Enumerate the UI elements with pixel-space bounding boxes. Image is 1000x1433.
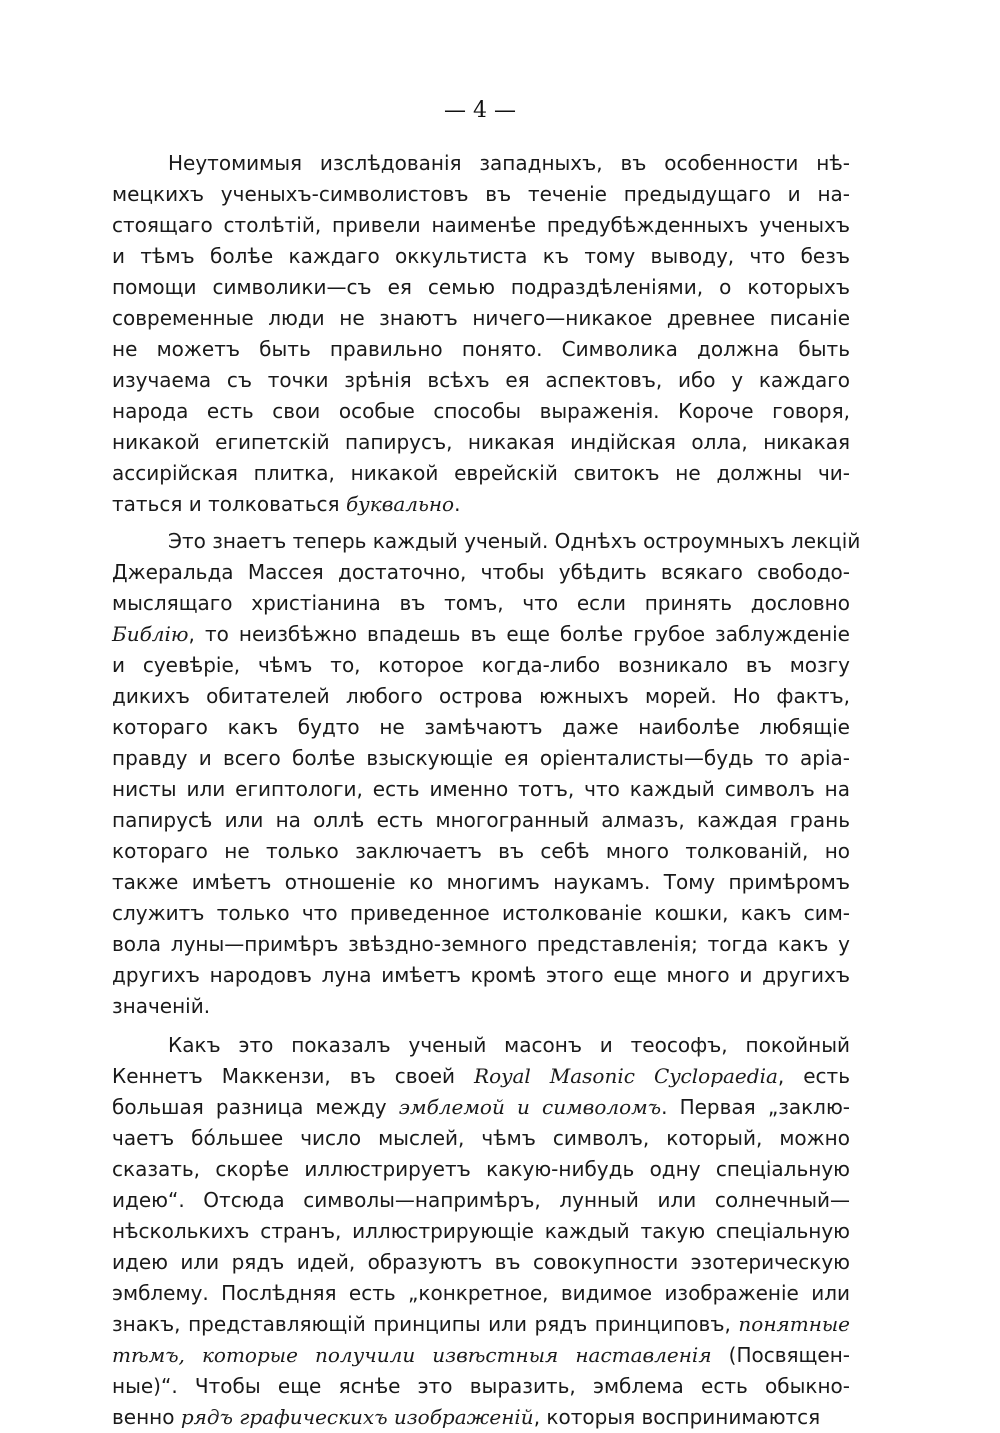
text-run: значеній. xyxy=(112,994,211,1018)
text-run: народа есть свои особые способы выраженія. Короче говоря, xyxy=(112,399,850,423)
text-run: правду и всего болѣе взыскующіе ея оріенталисты—будь то аріа- xyxy=(112,746,850,770)
text-line xyxy=(112,334,850,365)
text-line xyxy=(112,774,850,805)
text-run: идею или рядъ идей, образуютъ въ совокупности эзотерическую xyxy=(112,1250,850,1274)
text-line xyxy=(112,1371,850,1402)
text-run: знакъ, представляющій принципы или рядъ принциповъ, xyxy=(112,1312,739,1336)
text-run: большая разница между xyxy=(112,1095,399,1119)
italic-text: буквально xyxy=(345,492,455,516)
text-line xyxy=(112,991,850,1022)
text-line xyxy=(112,179,850,210)
text-run: ные)“. Чтобы еще яснѣе это выразить, эмблема есть обыкно- xyxy=(112,1374,850,1398)
text-run: изучаема съ точки зрѣнія всѣхъ ея аспектовъ, ибо у каждаго xyxy=(112,368,850,392)
text-line xyxy=(112,1216,850,1247)
text-line xyxy=(112,241,850,272)
text-run: не можетъ быть правильно понято. Символика должна быть xyxy=(112,337,850,361)
text-line xyxy=(112,681,850,712)
text-line xyxy=(112,1185,850,1216)
paragraph-2 xyxy=(112,526,861,1022)
text-line xyxy=(112,526,861,557)
text-run: . Первая „заклю- xyxy=(661,1095,850,1119)
text-line xyxy=(112,588,850,619)
text-run: нисты или египтологи, есть именно тотъ, что каждый символъ на xyxy=(112,777,850,801)
text-run: никакой египетскій папирусъ, никакая индійская олла, никакая xyxy=(112,430,850,454)
text-line xyxy=(112,210,850,241)
text-run: дикихъ обитателей любого острова южныхъ морей. Но фактъ, xyxy=(112,684,850,708)
text-line xyxy=(112,867,850,898)
italic-text: понятные xyxy=(738,1312,850,1336)
text-line xyxy=(112,712,850,743)
text-run: котораго не только заключаетъ въ себѣ много толкованій, но xyxy=(112,839,850,863)
text-line xyxy=(112,929,850,960)
italic-text: Royal Masonic Cyclopaedia xyxy=(474,1064,778,1088)
text-run: (Посвящен- xyxy=(711,1343,850,1367)
text-run: служитъ только что приведенное истолкованіе кошки, какъ сим- xyxy=(112,901,850,925)
text-line xyxy=(112,898,850,929)
paragraph-3 xyxy=(112,1030,850,1433)
text-line xyxy=(112,303,850,334)
text-line xyxy=(112,365,850,396)
text-run: венно xyxy=(112,1405,181,1429)
text-line xyxy=(112,1030,850,1061)
text-run: Кеннетъ Маккензи, въ своей xyxy=(112,1064,475,1088)
text-line xyxy=(112,1092,850,1123)
text-run: стоящаго столѣтій, привели наименѣе предубѣжденныхъ ученыхъ xyxy=(112,213,850,237)
text-run: Какъ это показалъ ученый масонъ и теософъ, покойный xyxy=(168,1033,850,1057)
text-line xyxy=(112,272,850,303)
text-line xyxy=(112,1061,850,1092)
text-run: . xyxy=(454,492,461,516)
text-line xyxy=(112,1309,850,1340)
text-run: , то неизбѣжно впадешь въ еще болѣе грубое заблужденіе xyxy=(188,622,850,646)
text-run: нѣсколькихъ странъ, иллюстрирующіе каждый такую спеціальную xyxy=(112,1219,850,1243)
italic-text: эмблемой и символомъ xyxy=(398,1095,662,1119)
italic-text: Библію xyxy=(112,622,189,646)
body-text xyxy=(112,148,861,1433)
text-line xyxy=(112,1278,850,1309)
text-run: сказать, скорѣе иллюстрируетъ какую-нибудь одну спеціальную xyxy=(112,1157,850,1181)
text-line xyxy=(112,427,850,458)
text-run: папирусѣ или на оллѣ есть многогранный алмазъ, каждая грань xyxy=(112,808,850,832)
text-run: ассирійская плитка, никакой еврейскій свитокъ не должны чи- xyxy=(112,461,850,485)
text-line xyxy=(112,836,850,867)
italic-text: тѣмъ, которые получили извѣстныя наставленія xyxy=(112,1343,712,1367)
text-run: котораго какъ будто не замѣчаютъ даже наиболѣе любящіе xyxy=(112,715,850,739)
text-run: вола луны—примѣръ звѣздно-земного представленія; тогда какъ у xyxy=(112,932,850,956)
text-run: также имѣетъ отношеніе ко многимъ наукамъ. Тому примѣромъ xyxy=(112,870,850,894)
page-number: — 4 — xyxy=(444,98,516,123)
text-run: Джеральда Массея достаточно, чтобы убѣдить всякаго свободо- xyxy=(112,560,850,584)
text-line xyxy=(112,148,850,179)
text-line xyxy=(112,1154,850,1185)
text-line xyxy=(112,1247,850,1278)
text-line xyxy=(112,489,850,520)
text-line xyxy=(112,1123,850,1154)
text-run: мецкихъ ученыхъ-символистовъ въ теченіе предыдущаго и на- xyxy=(112,182,850,206)
text-run: чаетъ бóльшее число мыслей, чѣмъ символъ, который, можно xyxy=(112,1126,850,1150)
text-run: современные люди не знаютъ ничего—никакое древнее писаніе xyxy=(112,306,850,330)
text-run: эмблему. Послѣдняя есть „конкретное, видимое изображеніе или xyxy=(112,1281,850,1305)
text-line xyxy=(112,743,850,774)
text-run: , есть xyxy=(777,1064,850,1088)
text-line xyxy=(112,650,850,681)
text-run: и суевѣріе, чѣмъ то, которое когда-либо возникало въ мозгу xyxy=(112,653,850,677)
text-run: , которыя воспринимаются xyxy=(533,1405,821,1429)
text-run: мыслящаго христіанина въ томъ, что если принять дословно xyxy=(112,591,850,615)
text-run: и тѣмъ болѣе каждаго оккультиста къ тому выводу, что безъ xyxy=(112,244,850,268)
text-run: Это знаетъ теперь каждый ученый. Однѣхъ остроумныхъ лекцій xyxy=(168,529,861,553)
text-line xyxy=(112,1340,850,1371)
text-line xyxy=(112,458,850,489)
text-line xyxy=(112,557,850,588)
italic-text: рядъ графическихъ изображеній xyxy=(180,1405,534,1429)
text-line xyxy=(112,960,850,991)
text-run: таться и толковаться xyxy=(112,492,346,516)
text-line xyxy=(112,619,850,650)
text-run: помощи символики—съ ея семью подраздѣленіями, о которыхъ xyxy=(112,275,850,299)
text-line xyxy=(112,396,850,427)
paragraph-1 xyxy=(112,148,850,520)
text-line xyxy=(112,805,850,836)
text-run: идею“. Отсюда символы—напримѣръ, лунный или солнечный— xyxy=(112,1188,850,1212)
text-run: другихъ народовъ луна имѣетъ кромѣ этого еще много и другихъ xyxy=(112,963,850,987)
text-run: Неутомимыя изслѣдованія западныхъ, въ особенности нѣ- xyxy=(168,151,850,175)
